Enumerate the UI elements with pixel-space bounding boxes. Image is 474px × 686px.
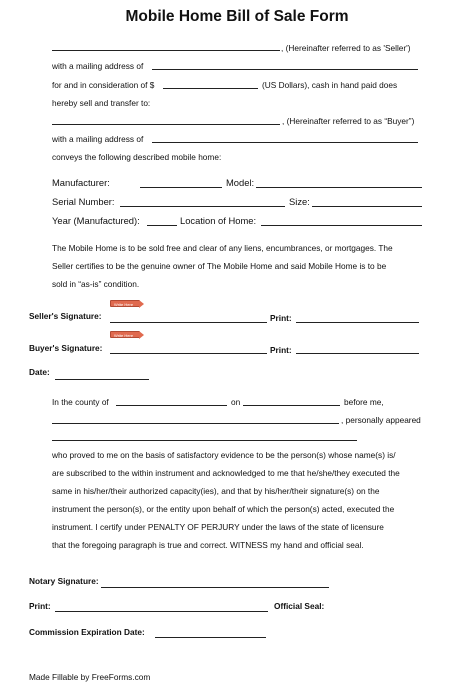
buyer-name-line[interactable] xyxy=(52,124,280,125)
seller-write-here-tag[interactable]: Write Here xyxy=(110,300,140,307)
buyer-write-here-tag[interactable]: Write Here xyxy=(110,331,140,338)
terms-line-2: Seller certifies to be the genuine owner of The Mobile Home and said Mobile Home is to be xyxy=(52,261,387,271)
manufacturer-label: Manufacturer: xyxy=(52,177,110,188)
location-label: Location of Home: xyxy=(180,215,257,226)
year-label: Year (Manufactured): xyxy=(52,215,140,226)
before-me-text: before me, xyxy=(344,397,384,407)
notary-signature-label: Notary Signature: xyxy=(29,576,99,586)
buyer-signature-line[interactable] xyxy=(110,353,267,354)
consideration-amount-line[interactable] xyxy=(163,88,258,89)
size-label: Size: xyxy=(289,196,310,207)
buyer-mailing-address-label: with a mailing address of xyxy=(52,134,144,144)
commission-expiration-label: Commission Expiration Date: xyxy=(29,627,145,637)
seller-name-line[interactable] xyxy=(52,50,280,51)
seller-hereinafter-text: , (Hereinafter referred to as 'Seller') xyxy=(281,43,411,53)
terms-line-1: The Mobile Home is to be sold free and clear of any liens, encumbrances, or mortgages. The xyxy=(52,243,393,253)
buyer-signature-label: Buyer's Signature: xyxy=(29,343,103,353)
appeared-name-line-2[interactable] xyxy=(52,440,357,441)
buyer-mailing-address-line[interactable] xyxy=(152,142,418,143)
notary-signature-line[interactable] xyxy=(101,587,329,588)
notary-paragraph-2: are subscribed to the within instrument and acknowledged to me that he/she/they executed the xyxy=(52,468,400,478)
sell-transfer-text: hereby sell and transfer to: xyxy=(52,98,151,108)
serial-number-label: Serial Number: xyxy=(52,196,115,207)
year-line[interactable] xyxy=(147,225,177,226)
county-line[interactable] xyxy=(116,405,227,406)
page-title: Mobile Home Bill of Sale Form xyxy=(125,8,349,25)
date-line[interactable] xyxy=(55,379,149,380)
model-label: Model: xyxy=(226,177,255,188)
appeared-name-line[interactable] xyxy=(52,423,339,424)
consideration-prefix: for and in consideration of $ xyxy=(52,80,155,90)
date-label: Date: xyxy=(29,367,50,377)
notary-print-label: Print: xyxy=(29,601,51,611)
serial-number-line[interactable] xyxy=(120,206,285,207)
terms-line-3: sold in “as-is” condition. xyxy=(52,279,140,289)
personally-appeared-text: , personally appeared xyxy=(341,415,421,425)
seller-mailing-address-line[interactable] xyxy=(152,69,418,70)
notary-paragraph-5: instrument. I certify under PENALTY OF PERJURY under the laws of the state of licensure xyxy=(52,522,384,532)
consideration-suffix: (US Dollars), cash in hand paid does xyxy=(262,80,398,90)
notary-paragraph-4: instrument the person(s), or the entity upon behalf of which the person(s) acted, executed the xyxy=(52,504,395,514)
notary-print-line[interactable] xyxy=(55,611,268,612)
seller-print-label: Print: xyxy=(270,313,292,323)
size-line[interactable] xyxy=(312,206,422,207)
buyer-print-line[interactable] xyxy=(296,353,419,354)
buyer-hereinafter-text: , (Hereinafter referred to as “Buyer”) xyxy=(282,116,415,126)
notary-paragraph-6: that the foregoing paragraph is true and correct. WITNESS my hand and official seal. xyxy=(52,540,364,550)
location-line[interactable] xyxy=(261,225,422,226)
model-line[interactable] xyxy=(256,187,422,188)
manufacturer-line[interactable] xyxy=(140,187,222,188)
commission-expiration-line[interactable] xyxy=(155,637,266,638)
footer-credit: Made Fillable by FreeForms.com xyxy=(29,672,151,682)
official-seal-label: Official Seal: xyxy=(274,601,325,611)
seller-signature-line[interactable] xyxy=(110,322,267,323)
seller-print-line[interactable] xyxy=(296,322,419,323)
notary-paragraph-3: same in his/her/their authorized capacity(ies), and that by his/her/their signature(s) on the xyxy=(52,486,380,496)
seller-signature-label: Seller's Signature: xyxy=(29,311,102,321)
seller-mailing-address-label: with a mailing address of xyxy=(52,61,144,71)
county-prefix: In the county of xyxy=(52,397,109,407)
notary-paragraph-1: who proved to me on the basis of satisfactory evidence to be the person(s) whose name(s) is/ xyxy=(52,450,396,460)
notary-date-line[interactable] xyxy=(243,405,340,406)
conveys-text: conveys the following described mobile home: xyxy=(52,152,222,162)
buyer-print-label: Print: xyxy=(270,345,292,355)
on-text: on xyxy=(231,397,241,407)
